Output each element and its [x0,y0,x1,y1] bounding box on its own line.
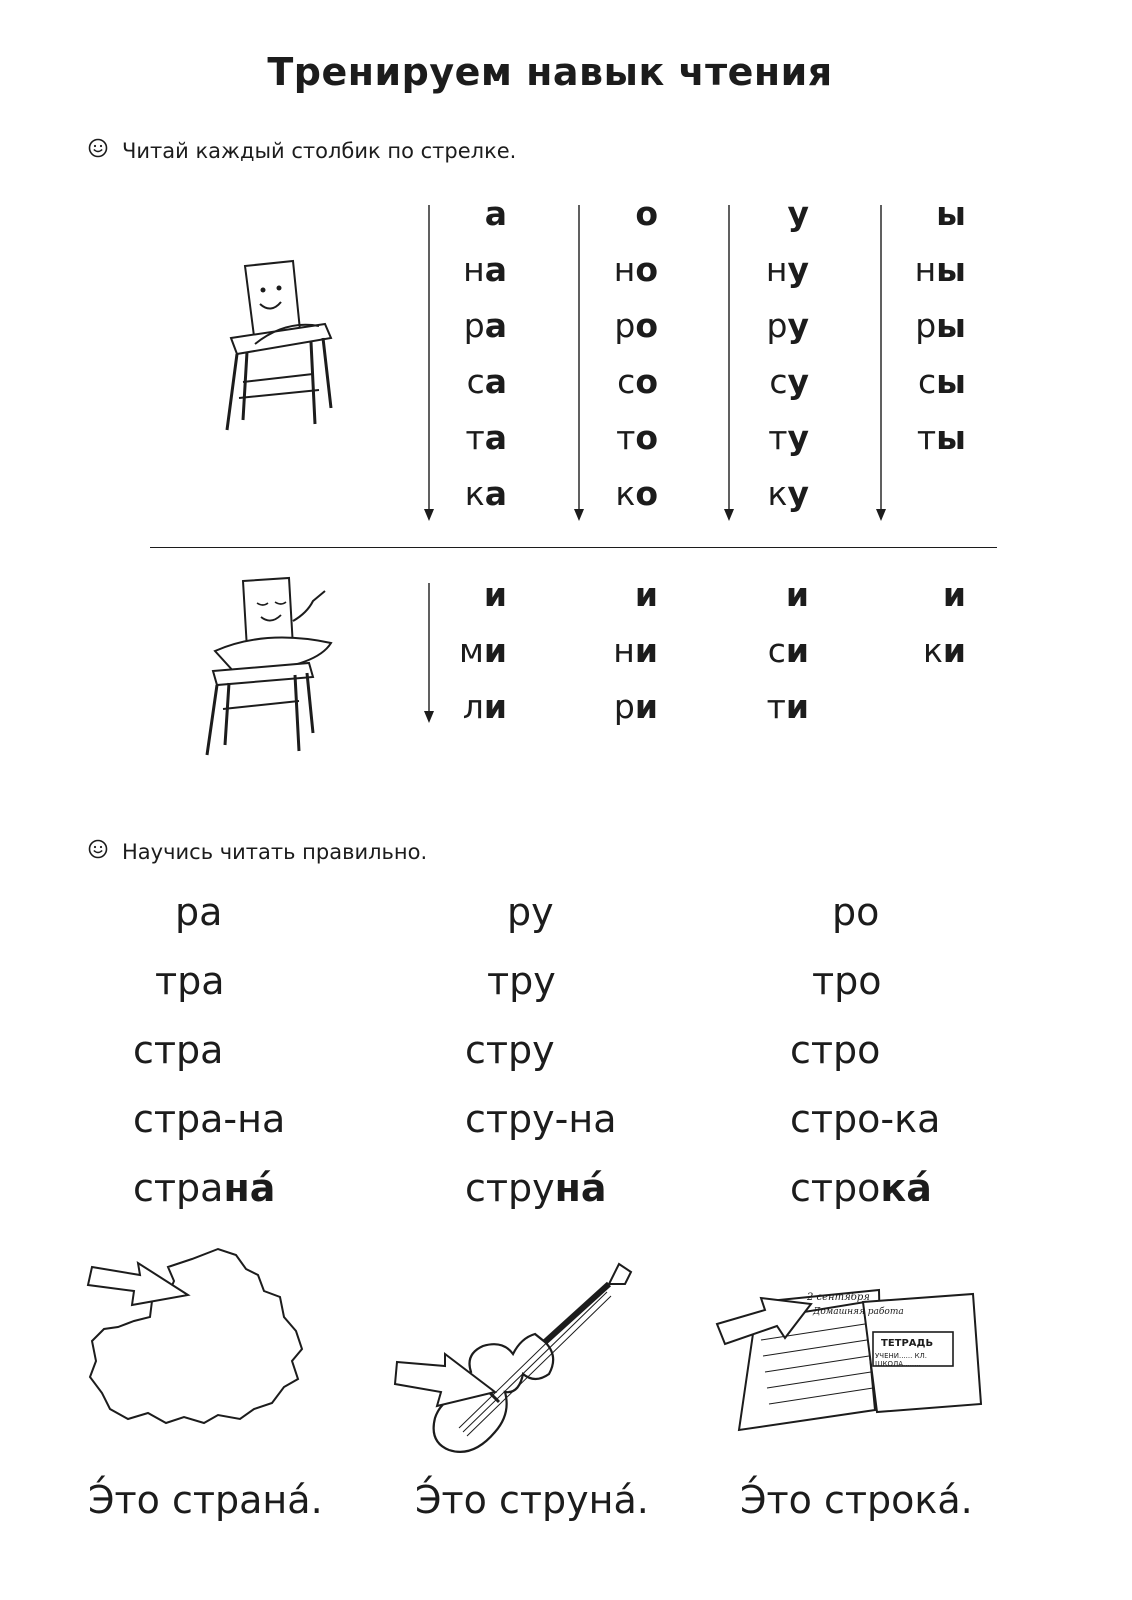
syllable: со [617,362,658,401]
caption-stroka: Э́то строкá. [740,1478,973,1522]
notebook-cover-title: ТЕТРАДЬ [881,1338,934,1349]
syllable: ра [463,306,507,345]
syllable: ну [765,250,809,289]
syllable: и [942,575,966,614]
syllable: ми [458,631,507,670]
caption-strana: Э́то странá. [88,1478,323,1522]
syllable: и [634,575,658,614]
syllable: ру [766,306,809,345]
chair-letter-waving-illustration [195,573,345,767]
notebook-homework: Домашняя работа [813,1307,904,1317]
instruction-1 [88,138,516,163]
instruction-2-text: Научись читать правильно. [122,840,428,864]
syllable: ки [922,631,966,670]
syllable: у [787,194,809,233]
word-line: стро [790,1028,881,1072]
syllable: на [463,250,507,289]
smiley-icon [88,138,110,163]
word-line: тра [155,959,225,1003]
syllable: си [767,631,809,670]
instruction-1-text: Читай каждый столбик по стрелке. [122,139,517,163]
word-line: стра [133,1028,224,1072]
syllable: ни [613,631,658,670]
syllable: ры [915,306,966,345]
syllable: су [769,362,809,401]
notebook-cover-line2: ШКОЛА........ [875,1360,921,1368]
word-line: стра-на [133,1097,286,1141]
syllable: а [484,194,507,233]
country-map-illustration [88,1245,323,1439]
syllable: ты [916,418,966,457]
syllable: ку [767,474,809,513]
syllable: то [616,418,658,457]
section-divider [150,547,997,548]
word-line: ра [175,890,223,934]
violin-illustration [395,1262,635,1466]
notebook-date: 2 сентября [807,1292,870,1303]
smiley-icon [88,839,110,864]
word-line: ру [507,890,554,934]
syllable: и [785,575,809,614]
syllable: ка [464,474,507,513]
notebook-illustration [715,1280,985,1454]
word-line: тру [487,959,556,1003]
syllable: ко [615,474,658,513]
syllable: ту [768,418,809,457]
instruction-2 [88,839,427,864]
word-line: ро [832,890,880,934]
word-line: тро [812,959,882,1003]
syllable: ти [766,687,809,726]
word-line: стру-на [465,1097,617,1141]
word-line: стру [465,1028,555,1072]
word-final: строкá [790,1166,932,1210]
caption-struna: Э́то струнá. [415,1478,649,1522]
syllable: та [465,418,507,457]
notebook-cover-line1: УЧЕНИ...... КЛ. [875,1352,928,1360]
syllable: ри [613,687,658,726]
page-title: Тренируем навык чтения [267,50,833,94]
syllable: о [635,194,658,233]
word-final: струнá [465,1166,607,1210]
syllable: сы [918,362,966,401]
syllable: но [613,250,658,289]
syllable: ро [614,306,658,345]
syllable: ы [936,194,966,233]
word-line: стро-ка [790,1097,941,1141]
word-final: странá [133,1166,276,1210]
syllable: ны [914,250,966,289]
chair-letter-illustration [215,258,345,442]
syllable: и [483,575,507,614]
syllable: ли [462,687,507,726]
syllable: са [466,362,507,401]
